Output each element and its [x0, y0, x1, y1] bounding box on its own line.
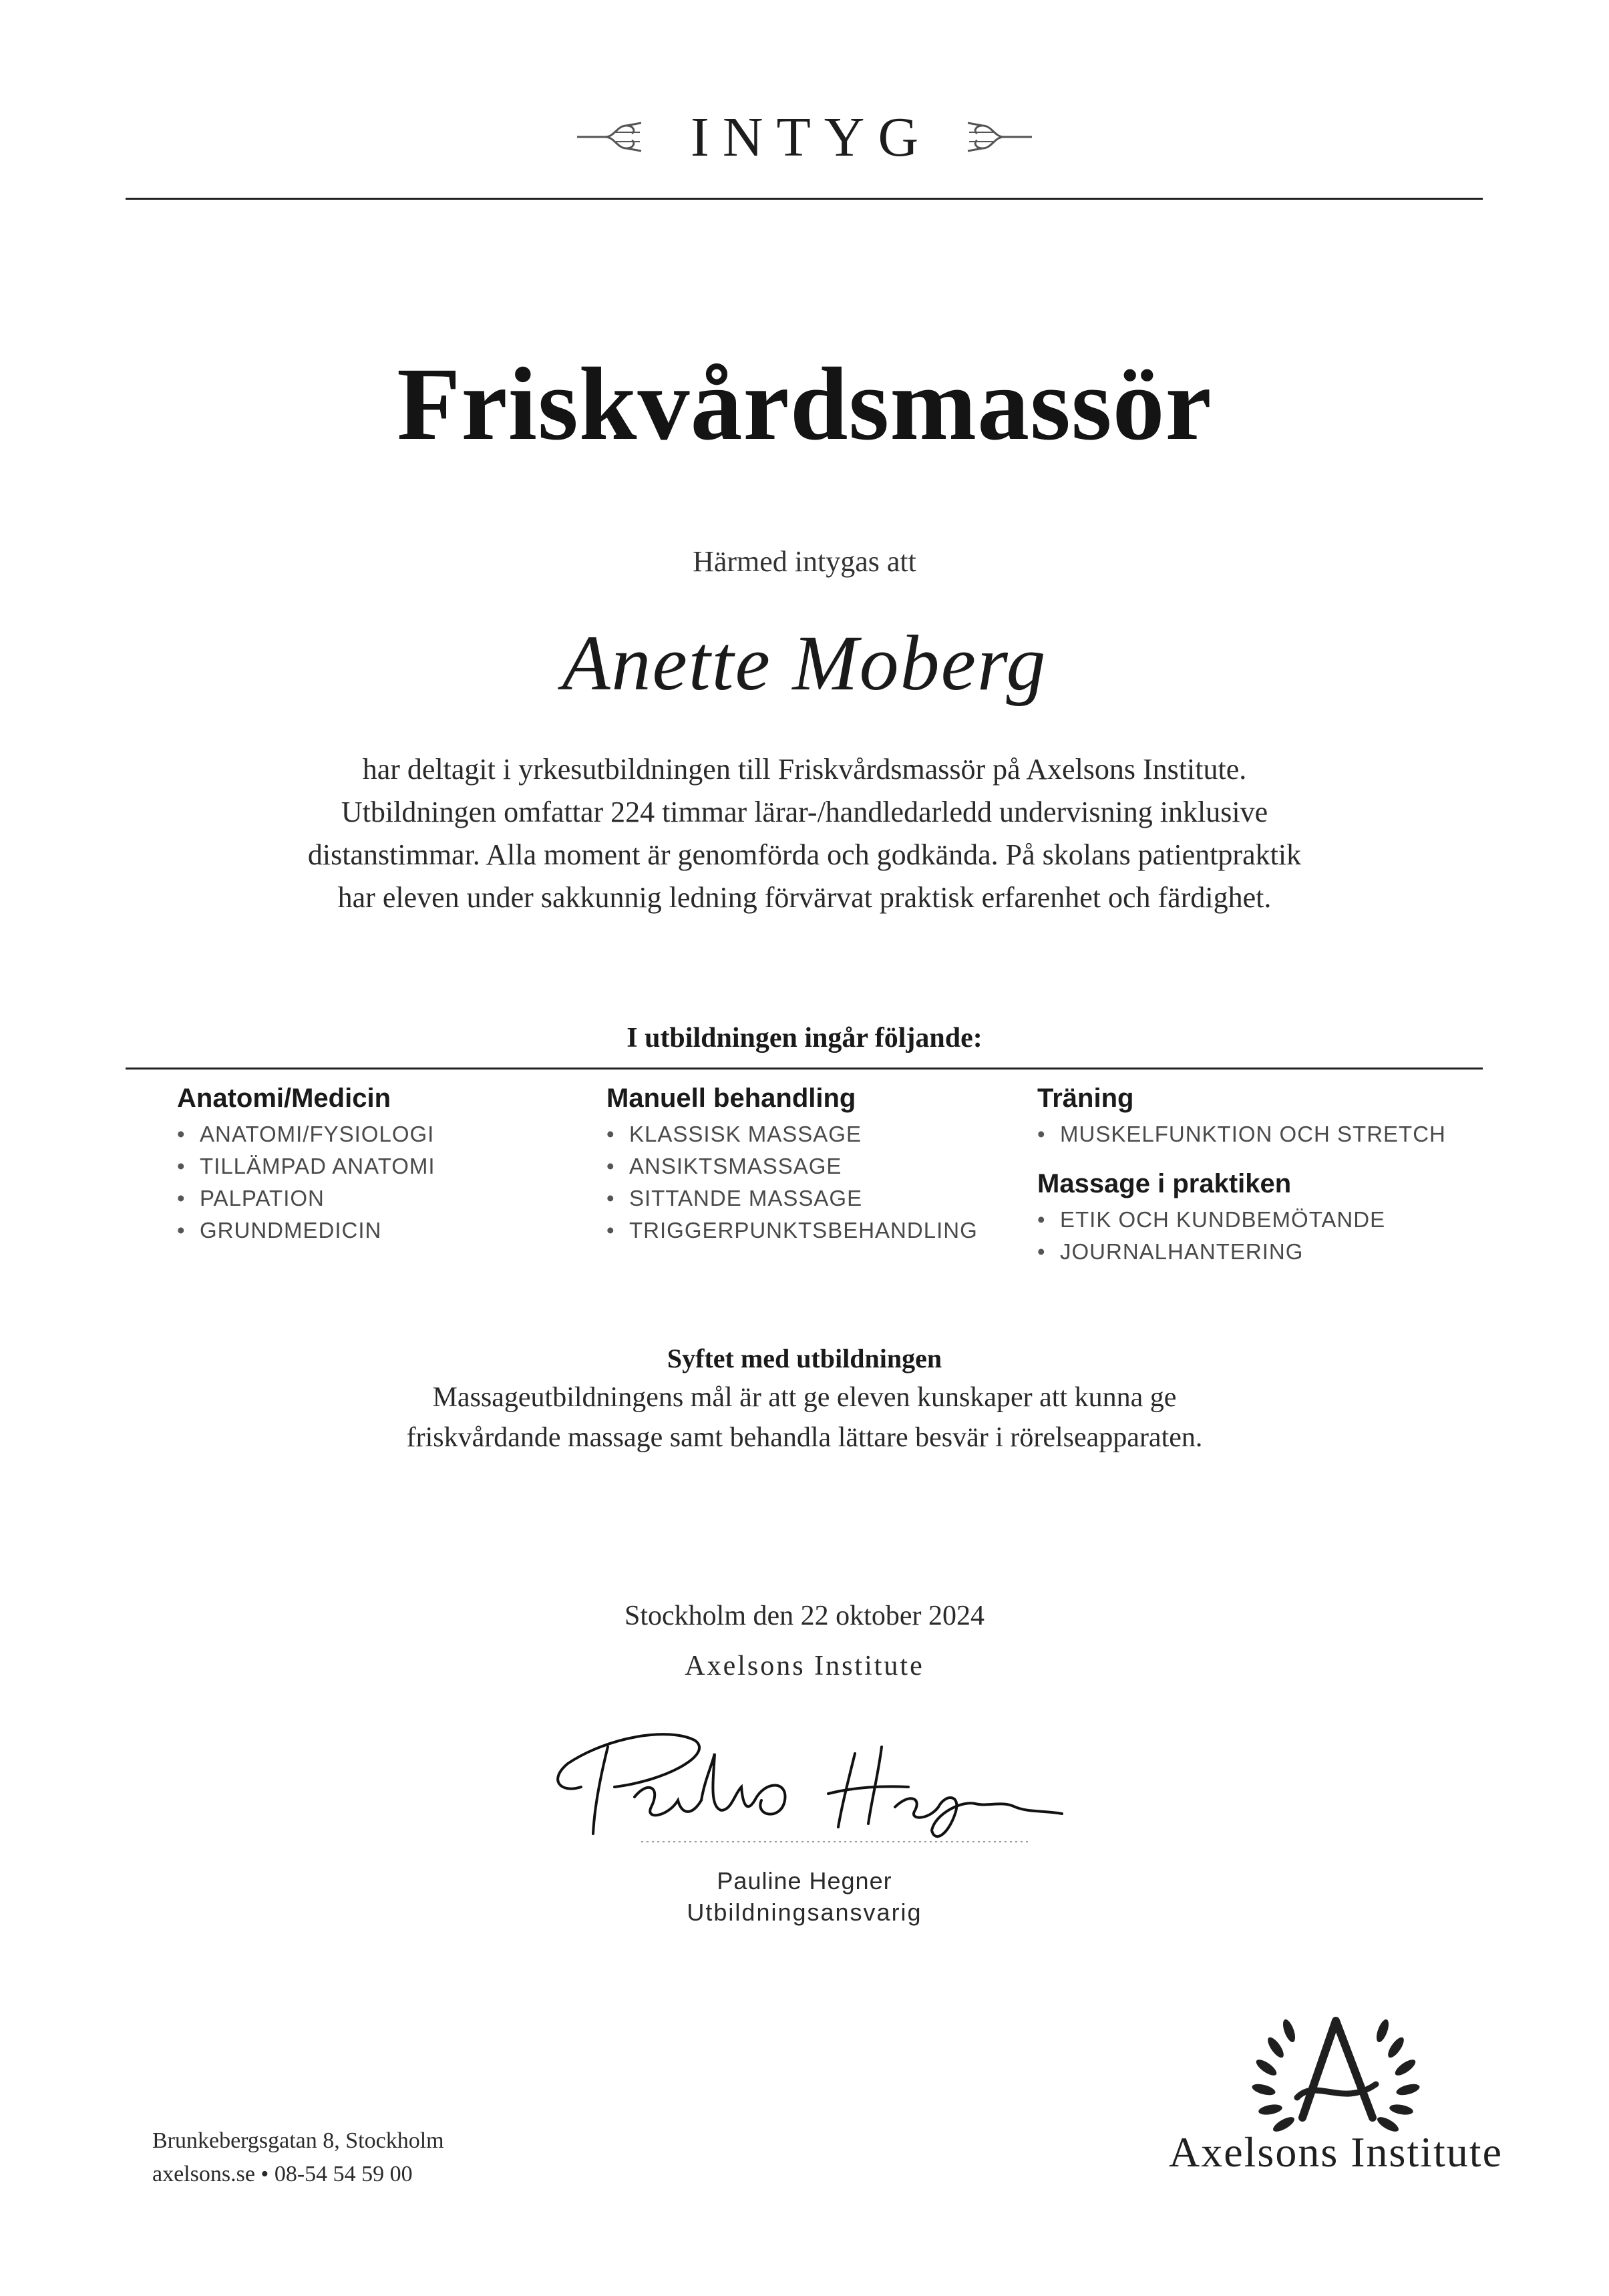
purpose-text [0, 1377, 1609, 1458]
purpose-line: Massageutbildningens mål är att ge eleven kunskaper att kunna ge [432, 1382, 1177, 1413]
purpose-line: friskvårdande massage samt behandla lättare besvär i rörelseapparaten. [406, 1422, 1203, 1453]
list-item: • JOURNALHANTERING [1037, 1239, 1304, 1264]
curriculum-column-2 [606, 1082, 978, 1247]
list-item: • GRUNDMEDICIN [177, 1218, 382, 1243]
purpose-title: Syftet med utbildningen [667, 1343, 942, 1373]
group-list [1037, 1118, 1446, 1150]
footer-address [152, 2124, 444, 2191]
list-item: • ANATOMI/FYSIOLOGI [177, 1122, 435, 1146]
list-item: • KLASSISK MASSAGE [606, 1122, 862, 1146]
list-item: • PALPATION [177, 1186, 325, 1210]
right-ornament-icon [961, 114, 1035, 160]
list-item: • ETIK OCH KUNDBEMÖTANDE [1037, 1207, 1386, 1232]
body-line: har deltagit i yrkesutbildningen till Friskvårdsmassör på Axelsons Institute. [362, 753, 1247, 786]
curriculum-column-3 [1037, 1082, 1446, 1268]
group-title: Anatomi/Medicin [177, 1084, 391, 1113]
group-title: Massage i praktiken [1037, 1169, 1292, 1198]
place-date: Stockholm den 22 oktober 2024 [624, 1601, 985, 1631]
left-ornament-icon [574, 114, 648, 160]
body-line: har eleven under sakkunnig ledning förvärvat praktisk erfarenhet och färdighet. [337, 881, 1272, 914]
contact-line: axelsons.se • 08-54 54 59 00 [152, 2162, 413, 2186]
intro-text: Härmed intygas att [693, 545, 916, 578]
signer-role: Utbildningsansvarig [687, 1899, 922, 1926]
certificate-header [0, 100, 1609, 174]
list-item: • TILLÄMPAD ANATOMI [177, 1154, 435, 1178]
list-item: • MUSKELFUNKTION OCH STRETCH [1037, 1122, 1446, 1146]
list-item: • ANSIKTSMASSAGE [606, 1154, 842, 1178]
certificate-body [0, 748, 1609, 919]
curriculum-divider [126, 1068, 1483, 1070]
handwritten-signature [534, 1700, 1109, 1854]
certificate-title: Friskvårdsmassör [397, 346, 1212, 462]
body-line: Utbildningen omfattar 224 timmar lärar-/handledarledd undervisning inklusive [341, 796, 1268, 828]
group-title: Manuell behandling [606, 1084, 856, 1113]
group-list [1037, 1204, 1446, 1268]
recipient-name: Anette Moberg [562, 619, 1047, 707]
header-title: INTYG [690, 106, 932, 168]
group-title: Träning [1037, 1084, 1134, 1113]
body-line: distanstimmar. Alla moment är genomförda och godkända. På skolans patientpraktik [307, 838, 1302, 871]
signer-name: Pauline Hegner [717, 1867, 892, 1895]
institution-name: Axelsons Institute [685, 1651, 924, 1681]
list-item: • TRIGGERPUNKTSBEHANDLING [606, 1218, 978, 1243]
header-divider [126, 198, 1483, 200]
curriculum-heading: I utbildningen ingår följande: [627, 1023, 982, 1053]
list-item: • SITTANDE MASSAGE [606, 1186, 863, 1210]
institute-logo-text: Axelsons Institute [1169, 2128, 1503, 2176]
group-list [177, 1118, 435, 1247]
curriculum-column-1 [177, 1082, 435, 1247]
group-list [606, 1118, 978, 1247]
address-line: Brunkebergsgatan 8, Stockholm [152, 2128, 444, 2153]
